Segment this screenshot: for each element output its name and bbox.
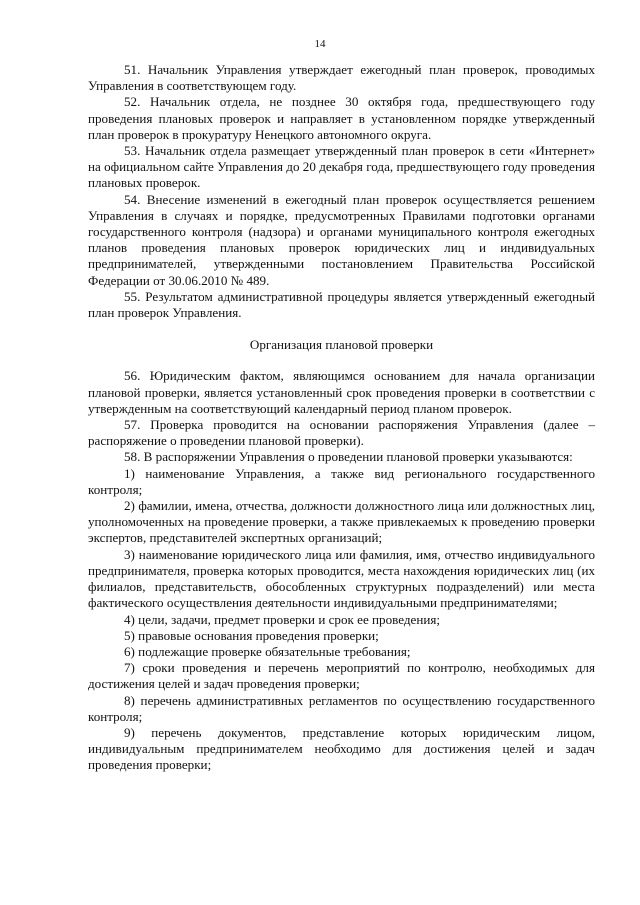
paragraph-56: 56. Юридическим фактом, являющимся основанием для начала организации плановой проверки, является установленный срок проведения проверки в соответствии с утвержденным на соответствующий календарный период планом проверок. bbox=[88, 368, 595, 416]
page-number: 14 bbox=[314, 38, 326, 50]
paragraph-53: 53. Начальник отдела размещает утвержденный план проверок в сети «Интернет» на официальном сайте Управления до 20 декабря года, предшествующего году проведения плановых проверок. bbox=[88, 143, 595, 191]
list-item-1: 1) наименование Управления, а также вид регионального государственного контроля; bbox=[88, 465, 595, 497]
paragraph-58: 58. В распоряжении Управления о проведении плановой проверки указываются: bbox=[124, 449, 573, 465]
paragraph-51: 51. Начальник Управления утверждает ежегодный план проверок, проводимых Управления в соответствующем году. bbox=[88, 62, 595, 94]
list-item-7: 7) сроки проведения и перечень мероприятий по контролю, необходимых для достижения целей и задач проведения проверки; bbox=[88, 660, 595, 692]
list-item-3: 3) наименование юридического лица или фамилия, имя, отчество индивидуального предпринимателя, проверка которых проводится, места нахождения юридических лиц (их филиалов, представительств, обособленных структурных подразделений) или места фактического осуществления деятельности индивидуальными предпринимателями; bbox=[88, 546, 595, 611]
document-body bbox=[88, 62, 595, 774]
list-item-9: 9) перечень документов, представление которых юридическим лицом, индивидуальным предпринимателем необходимо для достижения целей и задач проведения проверки; bbox=[88, 724, 595, 773]
list-item-5: 5) правовые основания проведения проверки; bbox=[124, 627, 379, 643]
list-item-6: 6) подлежащие проверке обязательные требования; bbox=[124, 643, 411, 659]
paragraph-52: 52. Начальник отдела, не позднее 30 октября года, предшествующего году проведения плановых проверок и направляет в установленном порядке утвержденный план проверок в прокуратуру Ненецкого автономного округа. bbox=[88, 94, 595, 142]
list-item-2: 2) фамилии, имена, отчества, должности должностного лица или должностных лиц, уполномоченных на проведение проверки, а также привлекаемых к проведению проверки экспертов, представителей экспертных организаций; bbox=[88, 498, 595, 546]
list-item-4: 4) цели, задачи, предмет проверки и срок ее проведения; bbox=[124, 611, 441, 627]
paragraph-57: 57. Проверка проводится на основании распоряжения Управления (далее – распоряжение о проведении плановой проверки). bbox=[88, 417, 595, 449]
section-heading: Организация плановой проверки bbox=[249, 337, 434, 353]
paragraph-55: 55. Результатом административной процедуры является утвержденный ежегодный план проверок Управления. bbox=[88, 288, 595, 321]
list-item-8: 8) перечень административных регламентов по осуществлению государственного контроля; bbox=[88, 692, 595, 724]
paragraph-54: 54. Внесение изменений в ежегодный план проверок осуществляется решением Управления в случаях и порядке, предусмотренных Правилами подготовки органами государственного контроля (надзора) и органами муниципального контроля ежегодных планов проведения плановых проверок юридических лиц и индивидуальных предпринимателей, утвержденными постановлением Правительства Российской Федерации от 30.06.2010 № 489. bbox=[88, 191, 595, 288]
